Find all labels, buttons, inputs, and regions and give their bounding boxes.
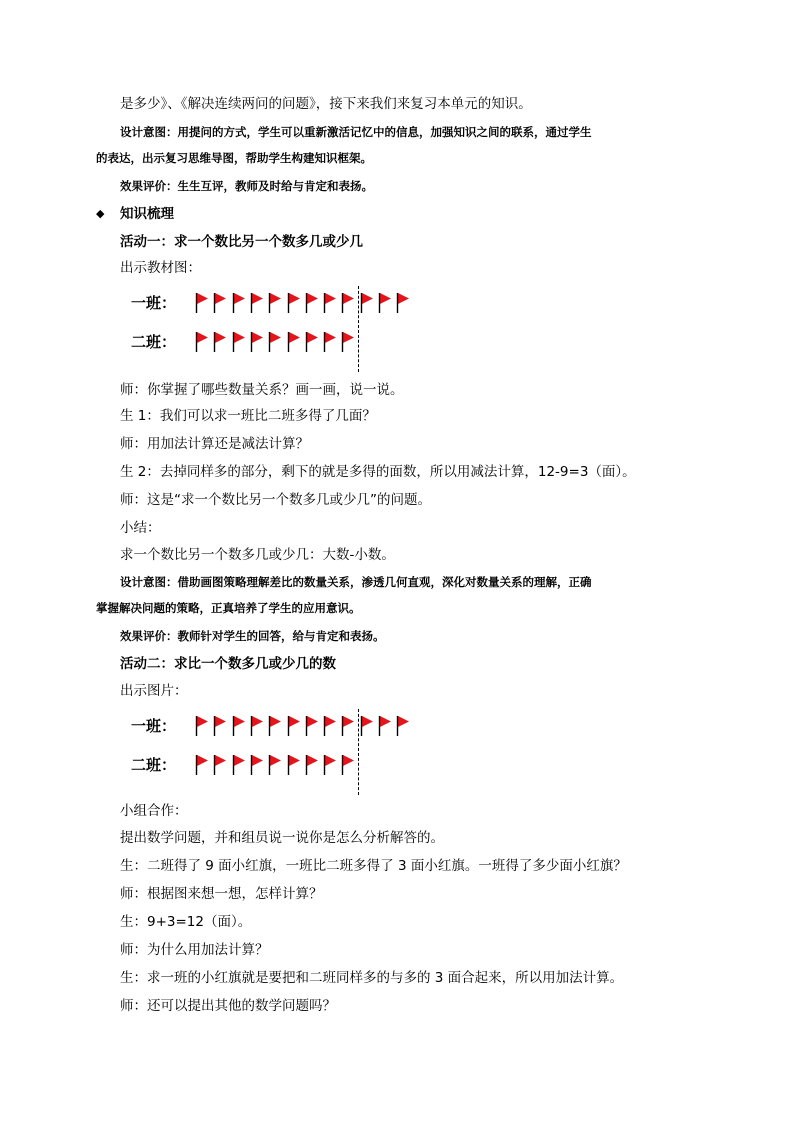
red-flag-icon [195,754,209,776]
a1-dialog-3: 生 2：去掉同样多的部分，剩下的就是多得的面数，所以用减法计算，12-9=3（面）。 [120,464,636,480]
a2-dialog-5: 师：为什么用加法计算？ [120,942,269,958]
red-flag-icon [323,292,337,314]
red-flag-icon [268,754,282,776]
red-flag-icon [360,715,374,737]
a1-dialog-6: 求一个数比另一个数多几或少几：大数-小数。 [120,547,395,563]
diagram2-row1 [0,713,794,739]
red-flag-icon [341,292,355,314]
red-flag-icon [213,331,227,353]
a1-dialog-5: 小结： [120,520,161,536]
red-flag-icon [323,754,337,776]
red-flag-icon [195,292,209,314]
red-flag-icon [287,331,301,353]
effect-note-2: 效果评价：教师针对学生的回答，给与肯定和表扬。 [120,629,385,643]
red-flag-icon [305,715,319,737]
red-flag-icon [305,754,319,776]
activity1-show: 出示教材图： [120,260,201,276]
diagram2-class2-label: 二班： [131,756,177,774]
design-note-1-line1: 设计意图：用提问的方式，学生可以重新激活记忆中的信息，加强知识之间的联系，通过学生 [120,125,592,139]
a1-dialog-0: 师：你掌握了哪些数量关系？画一画，说一说。 [120,382,404,398]
red-flag-icon [250,331,264,353]
effect-label: 效果评价： [120,179,178,193]
red-flag-icon [213,715,227,737]
activity1-title: 活动一：求一个数比另一个数多几或少几 [120,234,363,250]
red-flag-icon [305,331,319,353]
red-flag-icon [232,292,246,314]
red-flag-icon [378,715,392,737]
red-flag-icon [250,715,264,737]
design-note-2-line2: 掌握解决问题的策略，正真培养了学生的应用意识。 [96,601,361,615]
a2-dialog-2: 生：二班得了 9 面小红旗，一班比二班多得了 3 面小红旗。一班得了多少面小红旗？ [120,858,627,874]
red-flag-icon [305,292,319,314]
activity2-show: 出示图片： [120,683,188,699]
red-flag-icon [323,715,337,737]
red-flag-icon [341,715,355,737]
red-flag-icon [287,292,301,314]
design-label: 设计意图： [120,125,178,139]
diagram1-row1 [0,290,794,316]
diagram2-row2 [0,752,794,778]
a1-dialog-2: 师：用加法计算还是减法计算？ [120,436,309,452]
red-flag-icon [232,331,246,353]
red-flag-icon [378,292,392,314]
red-flag-icon [195,715,209,737]
red-flag-icon [213,754,227,776]
intro-tail: 是多少》、《解决连续两问的问题》，接下来我们来复习本单元的知识。 [120,96,532,112]
a1-dialog-4: 师：这是“求一个数比另一个数多几或少几”的问题。 [120,492,431,508]
red-flag-icon [232,754,246,776]
a2-dialog-4: 生：9+3=12（面）。 [120,914,252,930]
diagram2-divider [358,709,359,795]
red-flag-icon [268,331,282,353]
red-flag-icon [360,292,374,314]
red-flag-icon [268,715,282,737]
diagram1-row2 [0,329,794,355]
effect-note-1: 效果评价：生生互评，教师及时给与肯定和表扬。 [120,179,373,193]
red-flag-icon [341,331,355,353]
effect-label-2: 效果评价： [120,629,178,643]
a2-dialog-6: 生：求一班的小红旗就是要把和二班同样多的与多的 3 面合起来，所以用加法计算。 [120,970,624,986]
diagram1-divider [358,286,359,372]
a2-dialog-7: 师：还可以提出其他的数学问题吗？ [120,998,336,1014]
red-flag-icon [268,292,282,314]
red-flag-icon [323,331,337,353]
red-flag-icon [195,331,209,353]
diagram1-class1-label: 一班： [131,294,177,312]
design-note-2-line1: 设计意图：借助画图策略理解差比的数量关系，渗透几何直观，深化对数量关系的理解，正确 [120,575,592,589]
diagram2-class1-label: 一班： [131,717,177,735]
red-flag-icon [287,715,301,737]
red-flag-icon [232,715,246,737]
red-flag-icon [396,292,410,314]
design-note-1-line2: 的表达，出示复习思维导图，帮助学生构建知识框架。 [96,151,372,165]
red-flag-icon [250,754,264,776]
a2-dialog-3: 师：根据图来想一想，怎样计算？ [120,886,323,902]
a1-dialog-1: 生 1：我们可以求一班比二班多得了几面？ [120,408,376,424]
activity2-title: 活动二：求比一个数多几或少几的数 [120,656,336,672]
design-label-2: 设计意图： [120,575,178,589]
diagram1-class2-label: 二班： [131,333,177,351]
red-flag-icon [341,754,355,776]
a2-dialog-0: 小组合作： [120,803,188,819]
red-flag-icon [396,715,410,737]
red-flag-icon [287,754,301,776]
red-flag-icon [250,292,264,314]
section-title: 知识梳理 [120,206,174,222]
diamond-bullet-icon: ◆ [96,207,105,220]
a2-dialog-1: 提出数学问题，并和组员说一说你是怎么分析解答的。 [120,830,444,846]
red-flag-icon [213,292,227,314]
